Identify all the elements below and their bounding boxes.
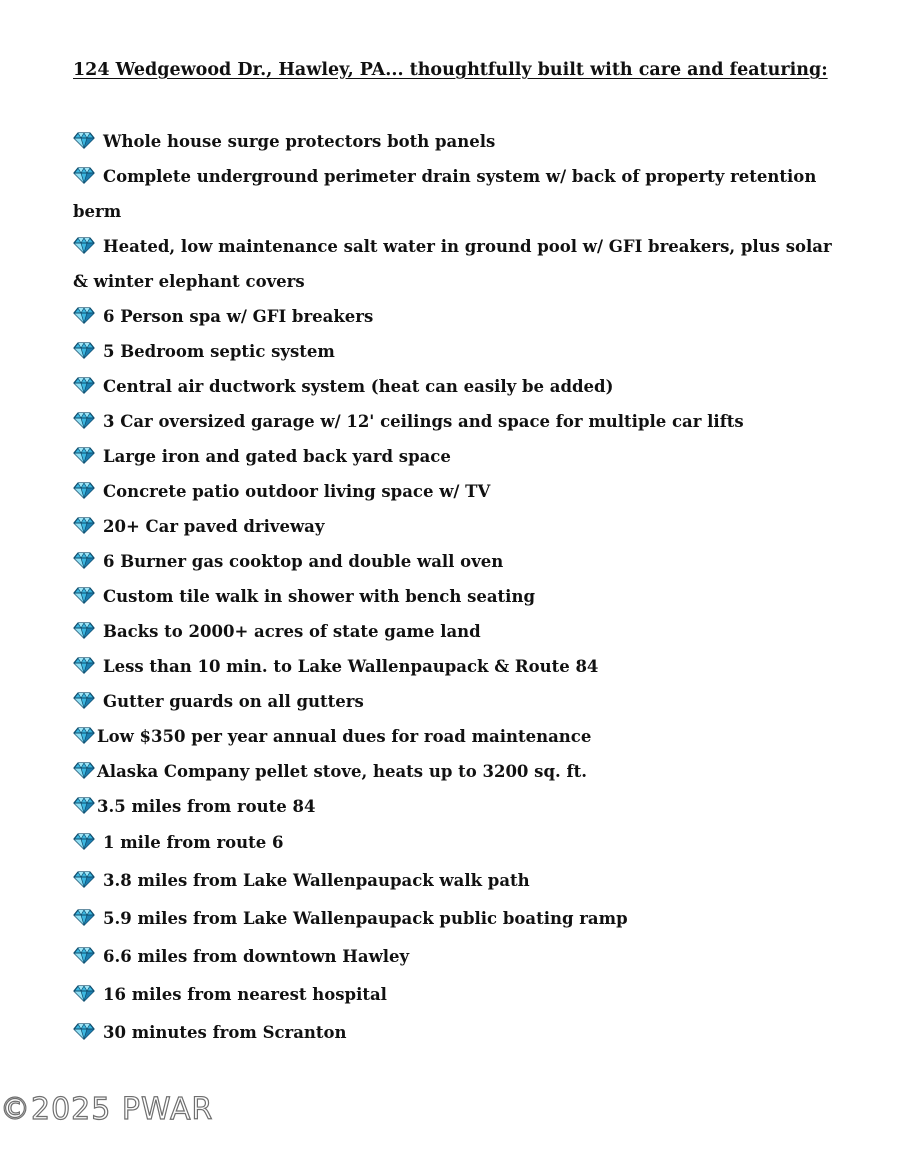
list-item [73,789,833,824]
list-item [73,229,833,299]
feature-text: Large iron and gated back yard space [103,447,451,466]
feature-text: Heated, low maintenance salt water in ground pool w/ GFI breakers, plus solar & winter elephant covers [73,237,832,291]
gem-icon [73,447,95,464]
gem-icon [73,833,95,850]
feature-text: Gutter guards on all gutters [103,692,364,711]
gem-icon [73,762,95,779]
gem-icon [73,237,95,254]
list-item [73,754,833,789]
feature-text: 6 Person spa w/ GFI breakers [103,307,374,326]
feature-text: Backs to 2000+ acres of state game land [103,622,481,641]
gem-icon [73,985,95,1002]
gem-icon [73,132,95,149]
feature-text: 5.9 miles from Lake Wallenpaupack public boating ramp [103,909,628,928]
gem-icon [73,412,95,429]
list-item [73,684,833,719]
list-item [73,369,833,404]
gem-icon [73,342,95,359]
feature-text: 6 Burner gas cooktop and double wall oven [103,552,504,571]
gem-icon [73,727,95,744]
feature-text: 1 mile from route 6 [103,833,284,852]
list-item [73,544,833,579]
feature-text: 16 miles from nearest hospital [103,985,387,1004]
gem-icon [73,909,95,926]
gem-icon [73,307,95,324]
list-item [73,124,833,159]
feature-text: Less than 10 min. to Lake Wallenpaupack & Route 84 [103,657,599,676]
feature-text: 3.5 miles from route 84 [97,797,316,816]
feature-text: Whole house surge protectors both panels [103,132,496,151]
gem-icon [73,517,95,534]
feature-text: Concrete patio outdoor living space w/ TV [103,482,491,501]
feature-text: 3.8 miles from Lake Wallenpaupack walk path [103,871,530,890]
page-title: 124 Wedgewood Dr., Hawley, PA... thoughtfully built with care and featuring: [73,60,828,80]
list-item [73,649,833,684]
feature-text: 5 Bedroom septic system [103,342,335,361]
gem-icon [73,871,95,888]
list-item [73,404,833,439]
list-item [73,614,833,649]
gem-icon [73,947,95,964]
gem-icon [73,622,95,639]
gem-icon [73,657,95,674]
list-item [73,824,833,862]
list-item [73,976,833,1014]
list-item [73,334,833,369]
list-item [73,474,833,509]
feature-text: 6.6 miles from downtown Hawley [103,947,410,966]
feature-text: Low $350 per year annual dues for road maintenance [97,727,592,746]
feature-text: 20+ Car paved driveway [103,517,325,536]
feature-list [73,124,833,1052]
gem-icon [73,692,95,709]
gem-icon [73,377,95,394]
list-item [73,862,833,900]
gem-icon [73,552,95,569]
feature-text: Custom tile walk in shower with bench seating [103,587,535,606]
feature-text: 30 minutes from Scranton [103,1023,347,1042]
list-item [73,509,833,544]
gem-icon [73,167,95,184]
feature-text: 3 Car oversized garage w/ 12' ceilings and space for multiple car lifts [103,412,744,431]
list-item [73,1014,833,1052]
feature-text: Central air ductwork system (heat can easily be added) [103,377,614,396]
gem-icon [73,797,95,814]
list-item [73,159,833,229]
list-item [73,299,833,334]
list-item [73,900,833,938]
watermark: ©2025 PWAR [0,1092,214,1127]
gem-icon [73,587,95,604]
list-item [73,579,833,614]
gem-icon [73,482,95,499]
feature-text: Alaska Company pellet stove, heats up to 3200 sq. ft. [97,762,587,781]
feature-text: Complete underground perimeter drain system w/ back of property retention berm [73,167,817,221]
list-item [73,938,833,976]
list-item [73,719,833,754]
list-item [73,439,833,474]
gem-icon [73,1023,95,1040]
